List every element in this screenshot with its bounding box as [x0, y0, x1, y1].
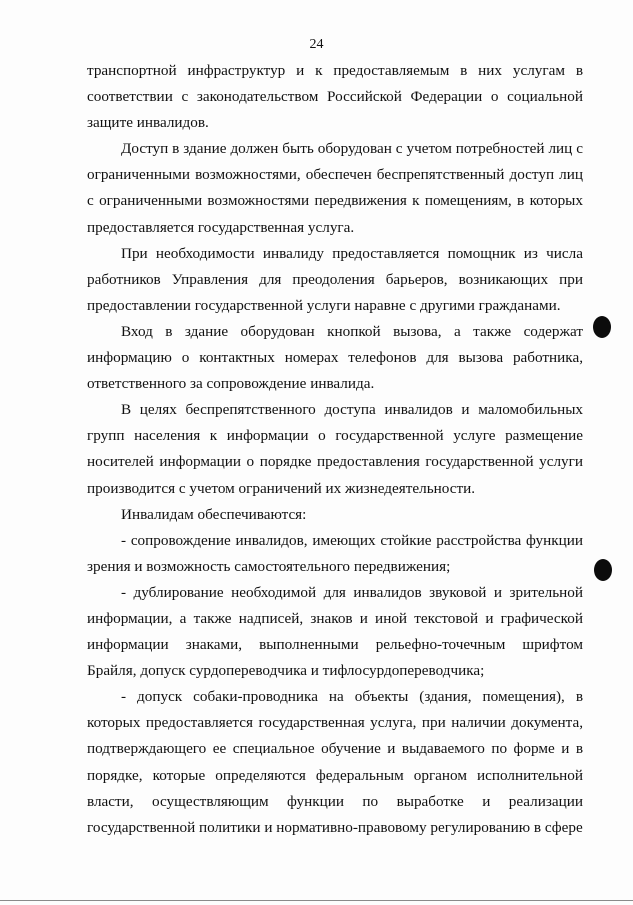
- paragraph-building-access: Доступ в здание должен быть оборудован с учетом потребностей лиц с ограниченными возможностями, обеспечен беспрепятственный доступ лиц с ограниченными возможностями передвижения к помещениям, в которых предоставляется государственная услуга.: [87, 140, 583, 236]
- page-number: 24: [309, 37, 324, 52]
- paragraph-provided-list-heading: Инвалидам обеспечиваются:: [121, 505, 307, 523]
- scan-edge-line: [0, 900, 633, 901]
- paragraph-information-access: В целях беспрепятственного доступа инвалидов и маломобильных групп населения к информации о государственной услуге размещение носителей информации о порядке предоставления государственной услуги производится с учетом ограничений их жизнедеятельности.: [87, 401, 583, 497]
- paragraph-assistant: При необходимости инвалиду предоставляется помощник из числа работников Управления для преодоления барьеров, возникающих при предоставлении государственной услуги наравне с другими гражданами.: [87, 244, 583, 314]
- list-item-guide-dog: - допуск собаки-проводника на объекты (здания, помещения), в которых предоставляется государственная услуга, при наличии документа, подтверждающего ее специальное обучение и выдаваемого по форме и в порядке, которые определяются федеральным органом исполнительной власти, осуществляющим функции по выработке и реализации государственной политики и нормативно-правовому регулированию в сфере: [87, 688, 583, 836]
- paragraph-continuation: транспортной инфраструктур и к предоставляемым в них услугам в соответствии с законодательством Российской Федерации о социальной защите инвалидов.: [87, 62, 583, 132]
- list-item-duplication: - дублирование необходимой для инвалидов звуковой и зрительной информации, а также надписей, знаков и иной текстовой и графической информации знаками, выполненными рельефно-точечным шрифтом Брайля, допуск сурдопереводчика и тифлосурдопереводчика;: [87, 583, 583, 680]
- list-item-escort: - сопровождение инвалидов, имеющих стойкие расстройства функции зрения и возможность самостоятельного передвижения;: [87, 531, 583, 575]
- document-body: [87, 58, 583, 841]
- binder-hole-bottom: [594, 559, 612, 581]
- paragraph-call-button: Вход в здание оборудован кнопкой вызова, а также содержат информацию о контактных номерах телефонов для вызова работника, ответственного за сопровождение инвалида.: [87, 322, 583, 393]
- binder-hole-top: [593, 316, 611, 338]
